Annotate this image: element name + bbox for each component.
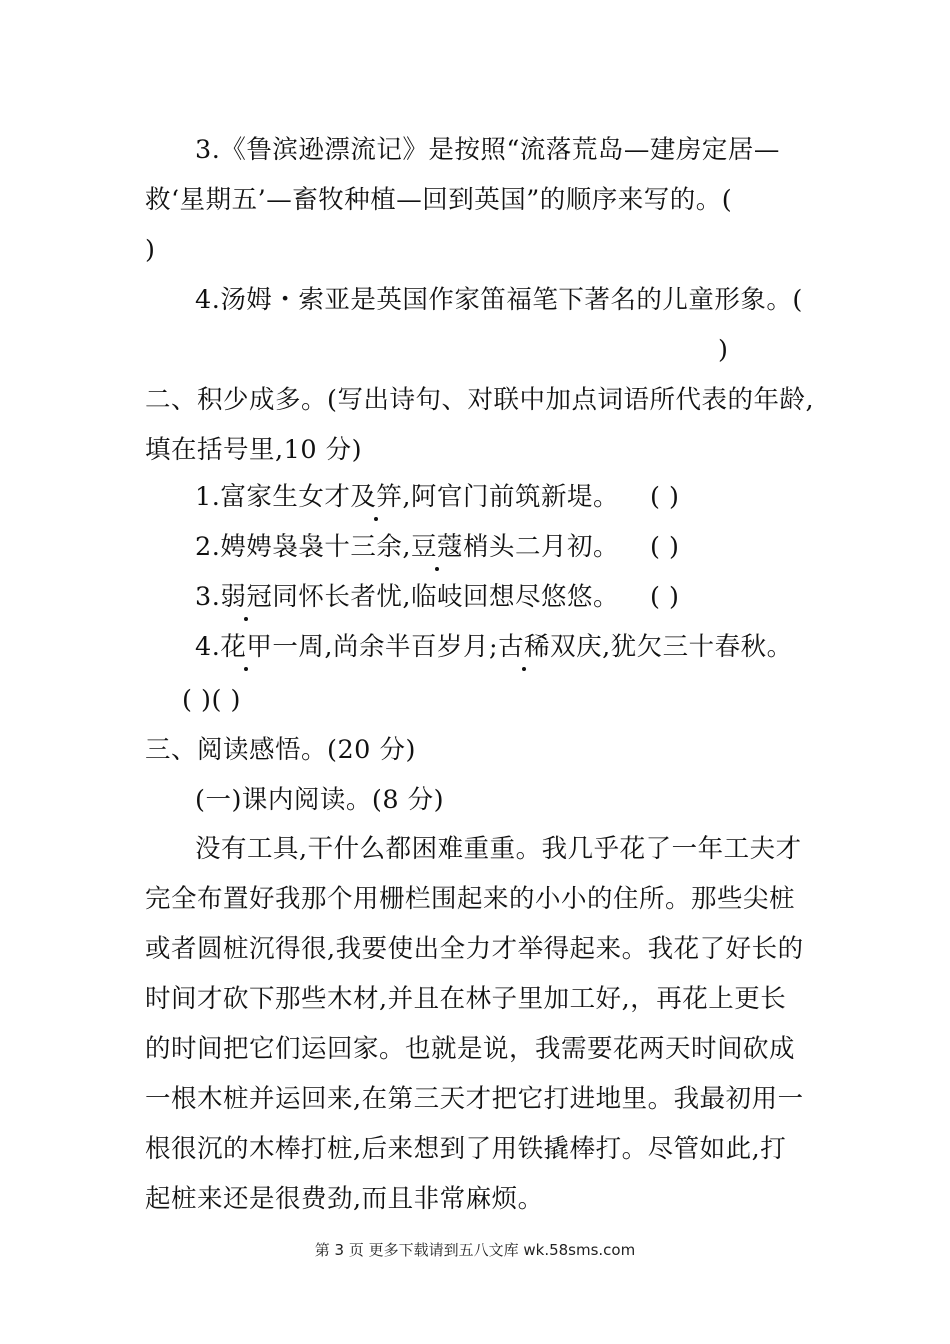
question-4-line-2: ) [718, 335, 729, 365]
question-3-line-3: ) [145, 235, 156, 265]
poem-item-3-dotted-word: 弱冠 [220, 582, 273, 612]
poem-item-3-prefix: 3. [195, 582, 221, 612]
poem-item-4-answer-parens: ( )( ) [182, 685, 242, 715]
poem-item-1-answer-parens: ( ) [650, 482, 680, 512]
poem-item-4-suffix: 双庆,犹欠三十春秋。 [550, 632, 793, 662]
poem-item-4-dotted-word-1: 花甲 [220, 632, 273, 662]
poem-item-2-answer-parens: ( ) [650, 532, 680, 562]
poem-item-1-dotted-word: 及笄 [350, 482, 403, 512]
poem-item-4-dotted-word-2: 古稀 [498, 632, 551, 662]
passage-line: 或者圆桩沉得很,我要使出全力才举得起来。我花了好长的 [145, 934, 804, 964]
passage-line: 起桩来还是很费劲,而且非常麻烦。 [145, 1184, 544, 1214]
passage-line: 没有工具,干什么都困难重重。我几乎花了一年工夫才 [195, 834, 802, 864]
poem-item-2 [195, 530, 619, 564]
passage-line: 完全布置好我那个用栅栏围起来的小小的住所。那些尖桩 [145, 884, 796, 914]
section-2-heading-line-2: 填在括号里,10 分) [145, 435, 363, 465]
question-3-line-2: 救‘星期五’—畜牧种植—回到英国”的顺序来写的。( [145, 185, 733, 215]
poem-item-4-prefix: 4. [195, 632, 221, 662]
question-4-line-1: 4.汤姆・索亚是英国作家笛福笔下著名的儿童形象。( [195, 285, 803, 315]
poem-item-3-suffix: 同怀长者忧,临岐回想尽悠悠。 [272, 582, 619, 612]
passage-line: 的时间把它们运回家。也就是说，我需要花两天时间砍成 [145, 1034, 796, 1064]
poem-item-3-answer-parens: ( ) [650, 582, 680, 612]
section-2-heading-line-1: 二、积少成多。(写出诗句、对联中加点词语所代表的年龄, [145, 385, 815, 415]
passage-line: 根很沉的木棒打桩,后来想到了用铁撬棒打。尽管如此,打 [145, 1134, 787, 1164]
poem-item-1-suffix: ,阿官门前筑新堤。 [402, 482, 619, 512]
poem-item-1 [195, 480, 619, 514]
poem-item-1-prefix: 1.富家生女才 [195, 482, 351, 512]
question-3-line-1: 3.《鲁滨逊漂流记》是按照“流落荒岛—建房定居— [195, 135, 780, 165]
passage-line: 时间才砍下那些木材,并且在林子里加工好,，再花上更长 [145, 984, 787, 1014]
poem-item-3 [195, 580, 619, 614]
poem-item-2-prefix: 2.娉娉袅袅十三余, [195, 532, 411, 562]
poem-item-4 [195, 630, 793, 664]
poem-item-2-dotted-word: 豆蔻 [410, 532, 463, 562]
section-3-heading: 三、阅读感悟。(20 分) [145, 735, 416, 765]
page-footer: 第 3 页 更多下载请到五八文库 wk.58sms.com [314, 1241, 636, 1259]
passage-line: 一根木桩并运回来,在第三天才把它打进地里。我最初用一 [145, 1084, 804, 1114]
poem-item-2-suffix: 梢头二月初。 [462, 532, 619, 562]
poem-item-4-middle: 一周,尚余半百岁月; [272, 632, 499, 662]
section-3-subheading: (一)课内阅读。(8 分) [195, 785, 445, 815]
